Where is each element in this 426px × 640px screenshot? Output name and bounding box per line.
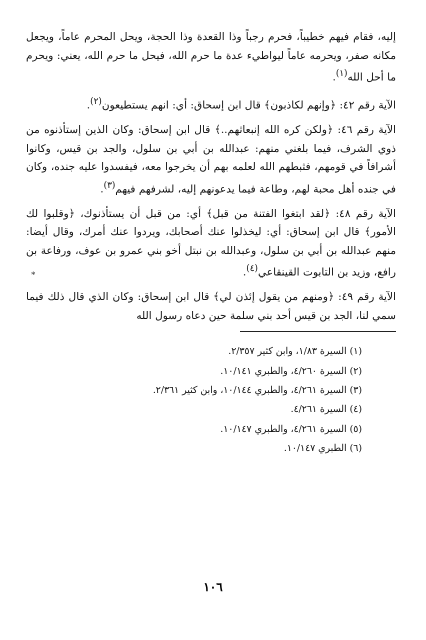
paragraph-verse-49 [26,288,396,325]
margin-star-mark: * [31,270,36,280]
paragraph-verse-42: الآية رقم ٤٢: ﴿وإنهم لكاذبون﴾ قال ابن إسحاق: أي: انهم يستطيعون$^{(٢)}$. [86,97,396,112]
footnote-4: (٤) السيرة ٤/٢٦١. [290,404,362,416]
paragraph-1: إليه، فقام فيهم خطيباً، فحرم رجباً وذا القعدة وذا الحجة، ويحل المحرم عاماً، ويجعل مكانه صفر، ويحرمه عاماً ليواطيء عدة ما حرم الله، فيحل ما حرم الله، يعني: ويحرم ما أحل الله$^{(١)}$. [26,31,396,84]
paragraph-verse-46-text: الآية رقم ٤٦: ﴿ولكن كره الله إنبعاثهم..﴾ قال ابن إسحاق: وكان الذين إستأذنوه من ذوي الشرف، فيما بلغني منهم: عبدالله بن أبي بن سلول، والجد بن قيس، وكانوا أشرافاً في قومهم، فثبطهم الله لعلمه بهم أن يخرجوا معه، فيفسدوا عليه جنده، وكان في جنده أهل محبة لهم، وطاعة فيما يدعونهم إليه، لشرفهم فيهم [26,124,396,196]
footnote-3: (٣) السيرة ٤/٢٦١، والطبري ١٠/١٤٤، وابن كثير ٢/٣٦١. [152,384,362,396]
footnote-mark-2: (٢) [90,97,102,108]
footnote-1: (١) السيرة ١/٨٣، وابن كثير ٢/٣٥٧. [228,346,362,358]
footnote-mark-3: (٣) [103,180,116,191]
footnote-divider [240,331,396,332]
paragraph-verse-49-text: الآية رقم ٤٩: ﴿ومنهم من يقول إئذن لي﴾ قال ابن إسحاق: وكان الذي قال ذلك فيما سمي لنا، الجد بن قيس أحد بني سلمة حين دعاه رسول الله [26,291,396,322]
footnote-6: (٦) الطبري ١٠/١٤٧. [283,443,362,455]
paragraph-verse-46: الآية رقم ٤٦: ﴿ولكن كره الله إنبعاثهم..﴾ قال ابن إسحاق: وكان الذين إستأذنوه من ذوي الشرف، فيما بلغني منهم: عبدالله بن أبي بن سلول، والجد بن قيس، وكانوا أشرافاً في قومهم، فثبطهم الله لعلمه بهم أن يخرجوا معه، فيفسدوا عليه جنده، وكان في جنده أهل محبة لهم، وطاعة فيما يدعونهم إليه، لشرفهم فيهم$^{(٣)}$. [26,124,396,196]
footnote-mark-4: (٤) [246,264,258,275]
footnote-list [26,342,396,458]
page-number: ١٠٦ [203,580,223,594]
footnote-mark-1: (١) [335,69,348,79]
paragraph-verse-48-text: الآية رقم ٤٨: ﴿لقد ابتغوا الفتنة من قبل﴾ أي: من قبل أن يستأذنوك، ﴿وقلبوا لك الأمور﴾ قال ابن إسحاق: أي: ليخذلوا عنك أصحابك، ويردوا عنك أمرك، وقال أيضا: منهم عبدالله بن أبي بن سلول، وعبدالله بن نبتل أخو بني عمرو بن عوف، ورفاعة بن رافع، وزيد بن التابوت القينقاعي [26,207,396,279]
paragraph-verse-48: الآية رقم ٤٨: ﴿لقد ابتغوا الفتنة من قبل﴾ أي: من قبل أن يستأذنوك، ﴿وقلبوا لك الأمور﴾ قال ابن إسحاق: أي: ليخذلوا عنك أصحابك، ويردوا عنك أمرك، وقال أيضا: منهم عبدالله بن أبي بن سلول، وعبدالله بن نبتل أخو بني عمرو بن عوف، ورفاعة بن رافع، وزيد بن التابوت القينقاعي$^{(٤)}$. [26,207,396,279]
paragraph-1-text: إليه، فقام فيهم خطيباً، فحرم رجباً وذا القعدة وذا الحجة، ويحل المحرم عاماً، ويجعل مكانه صفر، ويحرمه عاماً ليواطيء عدة ما حرم الله، فيحل ما حرم الله، يعني: ويحرم ما أحل الله [26,31,396,84]
footnote-5: (٥) السيرة ٤/٢٦١، والطبري ١٠/١٤٧. [220,423,362,435]
paragraph-verse-42-text: الآية رقم ٤٢: ﴿وإنهم لكاذبون﴾ قال ابن إسحاق: أي: انهم يستطيعون [101,99,396,112]
footnote-2: (٢) السيرة ٤/٢٦٠، والطبري ١٠/١٤١. [220,365,362,377]
